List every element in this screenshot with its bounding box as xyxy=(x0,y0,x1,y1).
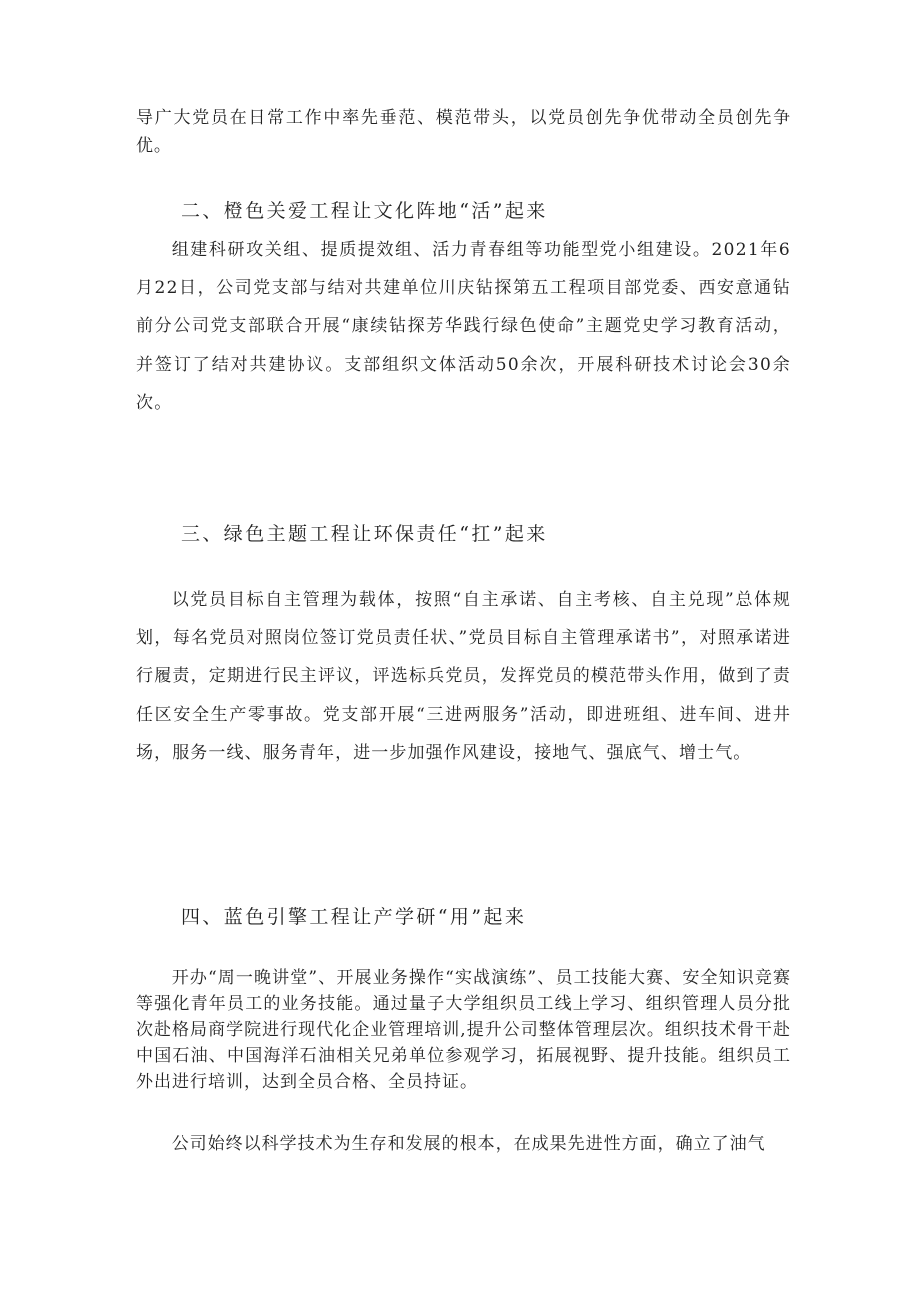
section-body-orange-care: 组建科研攻关组、提质提效组、活力青春组等功能型党小组建设。2021年6月22日，公司党支部与结对共建单位川庆钻探第五工程项目部党委、西安意通钻前分公司党支部联合开展“康续钻探芳华践行绿色使命”主题党史学习教育活动，并签订了结对共建协议。支部组织文体活动50余次，开展科研技术讨论会30余次。 xyxy=(136,240,791,413)
section-heading-blue-engine: 四、蓝色引擎工程让产学研“用”起来 xyxy=(181,906,527,928)
section-heading-green-theme: 三、绿色主题工程让环保责任“扛”起来 xyxy=(181,523,548,545)
section-body-blue-engine: 开办“周一晚讲堂”、开展业务操作“实战演练”、员工技能大赛、安全知识竞赛等强化青年员工的业务技能。通过量子大学组织员工线上学习、组织管理人员分批次赴格局商学院进行现代化企业管理培训,提升公司整体管理层次。组织技术骨干赴中国石油、中国海洋石油相关兄弟单位参观学习，拓展视野、提升技能。组织员工外出进行培训，达到全员合格、全员持证。 xyxy=(136,968,791,1092)
closing-paragraph: 公司始终以科学技术为生存和发展的根本，在成果先进性方面，确立了油气 xyxy=(171,1134,766,1154)
section-body-green-theme: 以党员目标自主管理为载体，按照“自主承诺、自主考核、自主兑现”总体规划，每名党员对照岗位签订党员责任状、”党员目标自主管理承诺书”，对照承诺进行履责，定期进行民主评议，评选标兵党员，发挥党员的模范带头作用，做到了责任区安全生产零事故。党支部开展“三进两服务”活动，即进班组、进车间、进井场，服务一线、服务青年，进一步加强作风建设，接地气、强底气、增士气。 xyxy=(136,590,791,763)
continuation-paragraph: 导广大党员在日常工作中率先垂范、模范带头，以党员创先争优带动全员创先争优。 xyxy=(136,108,791,156)
section-heading-orange-care: 二、橙色关爱工程让文化阵地“活”起来 xyxy=(181,200,548,222)
